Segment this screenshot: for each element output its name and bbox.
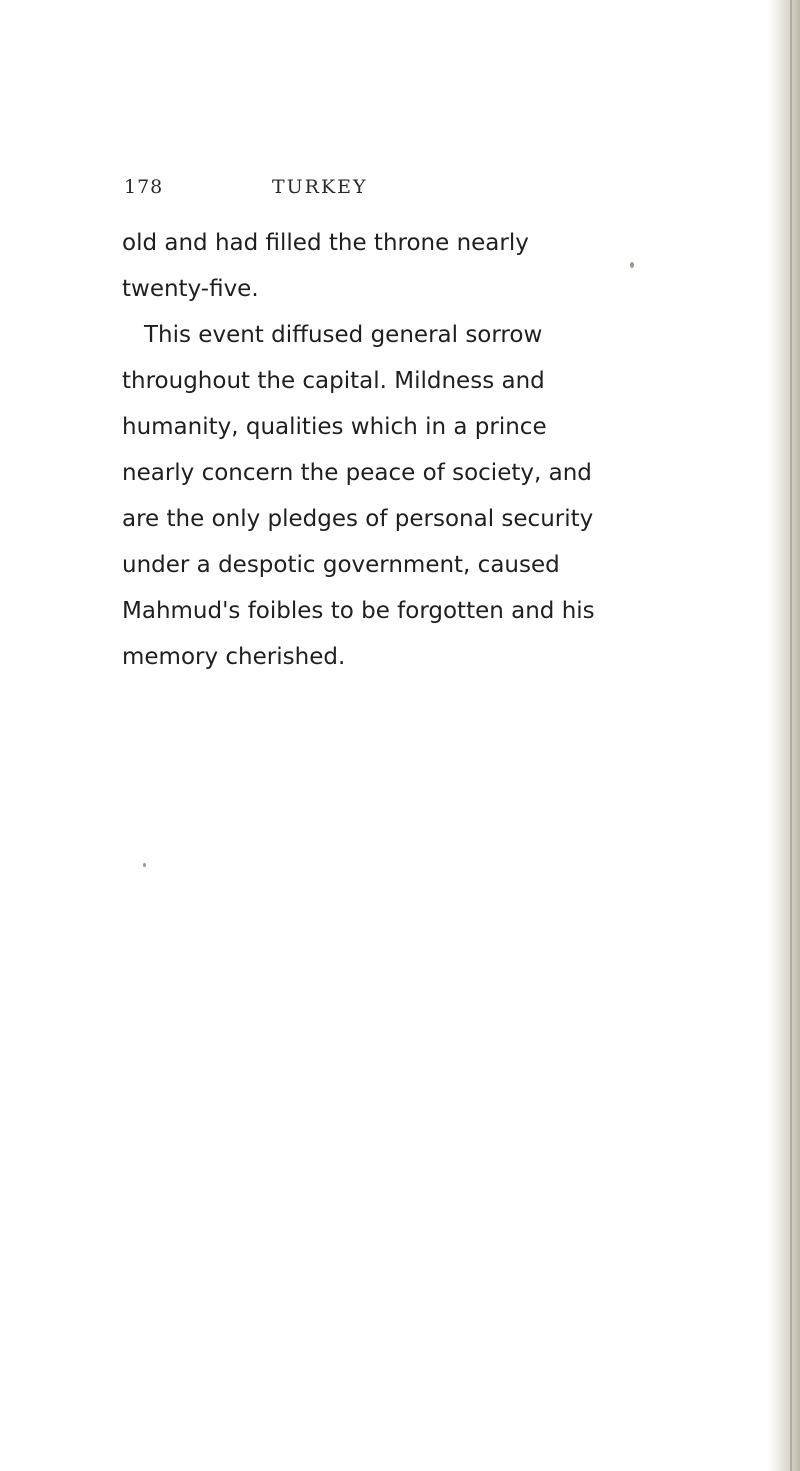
text-line: are the only pledges of personal security [122, 506, 594, 532]
text-line: throughout the capital. Mildness and [122, 368, 545, 394]
paper-speck [143, 863, 146, 867]
text-line: Mahmud's foibles to be forgotten and his [122, 598, 595, 624]
paragraph-first-line: This event diffused general sorrow [144, 322, 543, 348]
text-line: nearly concern the peace of society, and [122, 460, 592, 486]
running-head-title: TURKEY [272, 176, 368, 198]
page-edge-line [790, 0, 792, 1471]
text-line: under a despotic government, caused [122, 552, 560, 578]
text-line: twenty-five. [122, 276, 259, 302]
text-line: humanity, qualities which in a prince [122, 414, 547, 440]
body-text [122, 220, 702, 680]
text-line: old and had filled the throne nearly [122, 230, 529, 256]
page-number: 178 [124, 176, 164, 198]
text-line: memory cherished. [122, 644, 346, 670]
paper-speck [630, 262, 634, 268]
running-head [124, 176, 684, 206]
page-gutter-shadow [768, 0, 800, 1471]
